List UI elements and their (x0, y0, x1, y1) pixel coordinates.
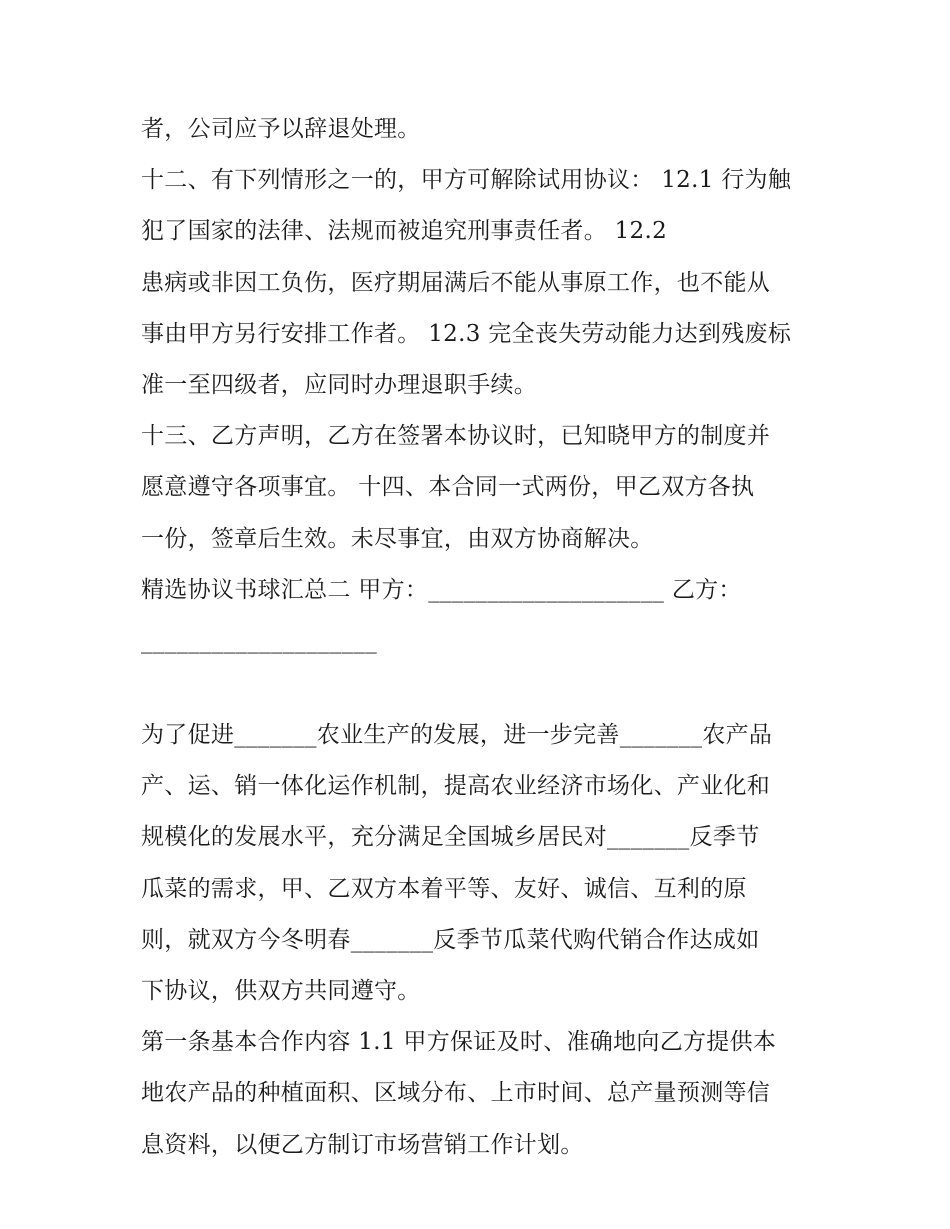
text-line: 准一至四级者，应同时办理退职手续。 (141, 371, 538, 398)
text-line: 愿意遵守各项事宜。 十四、本合同一式两份，甲乙双方各执 (141, 474, 755, 501)
text-line: 事由甲方另行安排工作者。 12.3 完全丧失劳动能力达到残废标 (141, 320, 792, 347)
text-line: 则，就双方今冬明春_______反季节瓜菜代购代销合作达成如 (141, 926, 760, 953)
document-body (141, 104, 821, 1171)
text-line: 患病或非因工负伤，医疗期届满后不能从事原工作，也不能从 (141, 269, 771, 296)
paragraph-spacer (141, 667, 821, 710)
text-line: 下协议，供双方共同遵守。 (141, 978, 421, 1004)
signature-blank-line: ____________________ (141, 627, 377, 654)
text-line: 十二、有下列情形之一的，甲方可解除试用协议： 12.1 行为触 (141, 167, 792, 194)
text-line: 产、运、销一体化运作机制，提高农业经济市场化、产业化和 (141, 773, 771, 800)
text-line: 为了促进_______农业生产的发展，进一步完善_______农产品 (141, 722, 773, 749)
text-line: 息资料，以便乙方制订市场营销工作计划。 (141, 1131, 584, 1158)
text-line: 规模化的发展水平，充分满足全国城乡居民对_______反季节 (141, 824, 760, 851)
text-line: 精选协议书球汇总二 甲方：____________________ 乙方： (141, 576, 742, 603)
text-line: 十三、乙方声明，乙方在签署本协议时，已知晓甲方的制度并 (141, 423, 771, 450)
text-line: 一份，签章后生效。未尽事宜，由双方协商解决。 (141, 525, 654, 552)
text-line: 犯了国家的法律、法规而被追究刑事责任者。 12.2 (141, 218, 668, 245)
text-line: 地农产品的种植面积、区域分布、上市时间、总产量预测等信 (141, 1080, 771, 1107)
text-line: 第一条基本合作内容 1.1 甲方保证及时、准确地向乙方提供本 (141, 1029, 777, 1056)
text-line: 者，公司应予以辞退处理。 (141, 116, 421, 142)
text-line: 瓜菜的需求，甲、乙双方本着平等、友好、诚信、互利的原 (141, 875, 747, 902)
